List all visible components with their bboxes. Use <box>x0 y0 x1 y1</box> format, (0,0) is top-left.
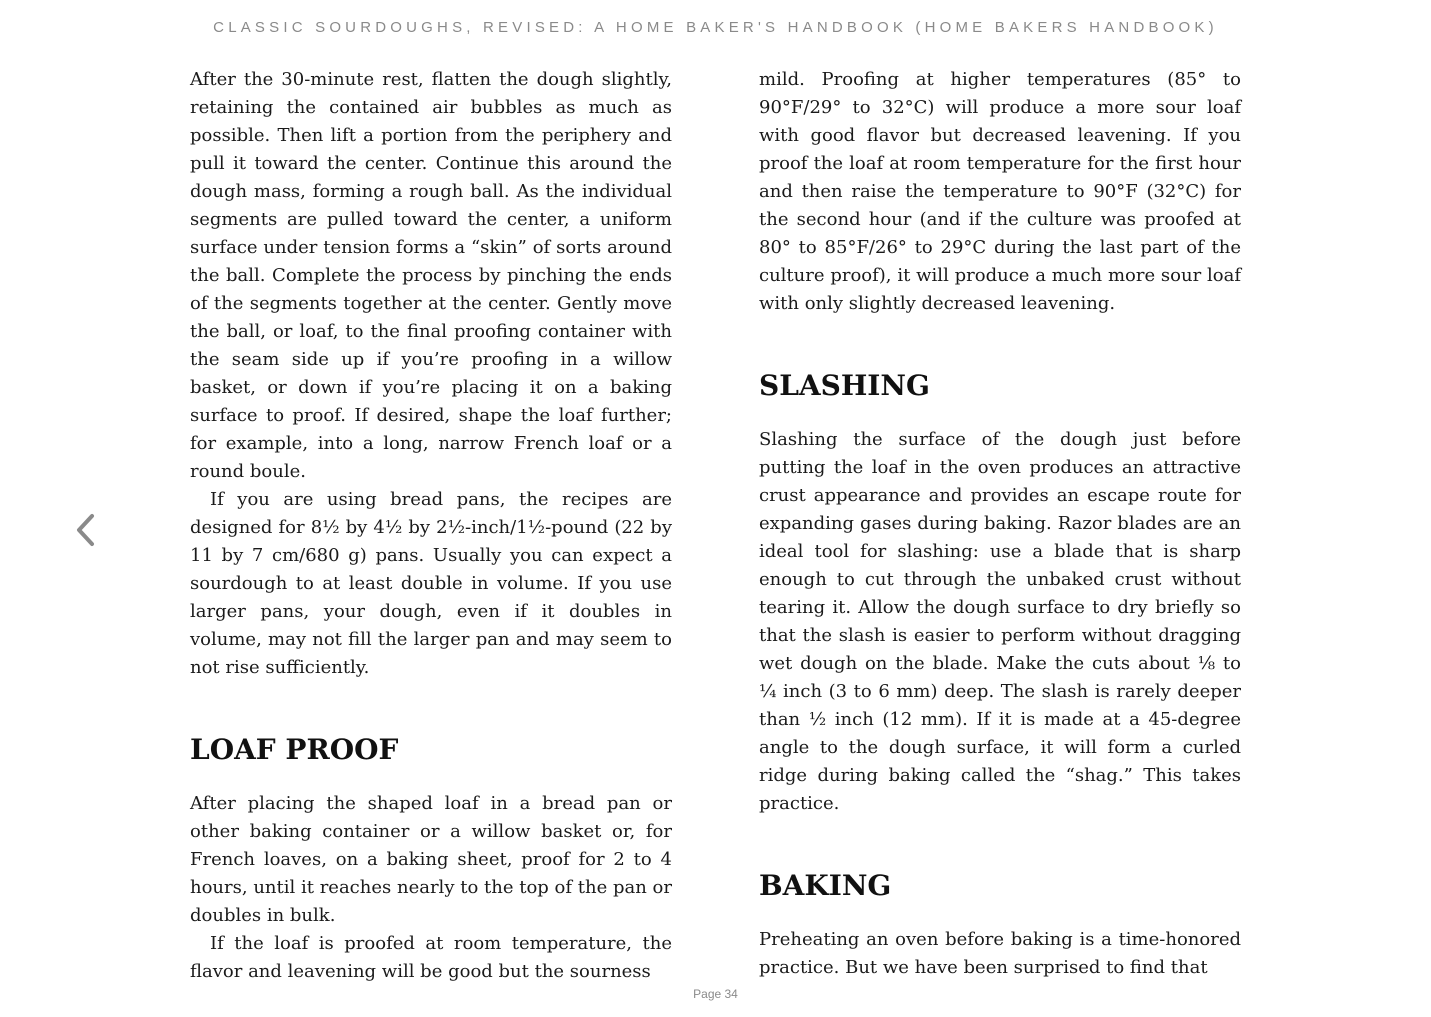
paragraph: After the 30-minute rest, flatten the dough slightly, retaining the contained air bubbles as much as possible. Then lift a portion from the periphery and pull it toward the center. Continue this around the dough mass, forming a rough ball. As the individual segments are pulled toward the center, a uniform surface under tension forms a “skin” of sorts around the ball. Complete the process by pinching the ends of the segments together at the center. Gently move the ball, or loaf, to the final proofing container with the seam side up if you’re proofing in a willow basket, or down if you’re placing it on a baking surface to proof. If desired, shape the loaf further; for example, into a long, narrow French loaf or a round boule. <box>190 69 672 482</box>
chevron-left-icon <box>70 510 100 550</box>
page-number: Page 34 <box>693 987 738 1001</box>
paragraph: After placing the shaped loaf in a bread pan or other baking container or a willow basket or, for French loaves, on a baking sheet, proof for 2 to 4 hours, until it reaches nearly to the top of the pan or doubles in bulk. <box>190 793 672 926</box>
paragraph: mild. Proofing at higher temperatures (85° to 90°F/29° to 32°C) will produce a more sour loaf with good flavor but decreased leavening. If you proof the loaf at room temperature for the first hour and then raise the temperature to 90°F (32°C) for the second hour (and if the culture was proofed at 80° to 85°F/26° to 29°C during the last part of the culture proof), it will produce a much more sour loaf with only slightly decreased leavening. <box>759 69 1241 314</box>
right-column <box>759 66 1241 978</box>
left-column <box>190 66 672 982</box>
paragraph: Preheating an oven before baking is a time-honored practice. But we have been surprised to find that <box>759 929 1241 978</box>
section-heading-baking: BAKING <box>759 869 892 902</box>
section-heading-slashing: SLASHING <box>759 369 930 402</box>
paragraph: If the loaf is proofed at room temperature, the flavor and leavening will be good but the sourness <box>190 933 672 982</box>
paragraph: Slashing the surface of the dough just before putting the loaf in the oven produces an attractive crust appearance and provides an escape route for expanding gases during baking. Razor blades are an ideal tool for slashing: use a blade that is sharp enough to cut through the unbaked crust without tearing it. Allow the dough surface to dry briefly so that the slash is easier to perform without dragging wet dough on the blade. Make the cuts about ⅛ to ¼ inch (3 to 6 mm) deep. The slash is rarely deeper than ½ inch (12 mm). If it is made at a 45-degree angle to the dough surface, it will form a curled ridge during baking called the “shag.” This takes practice. <box>759 429 1241 814</box>
book-title: CLASSIC SOURDOUGHS, REVISED: A HOME BAKER'S HANDBOOK (HOME BAKERS HANDBOOK) <box>213 19 1218 36</box>
paragraph: If you are using bread pans, the recipes are designed for 8½ by 4½ by 2½-inch/1½-pound (22 by 11 by 7 cm/680 g) pans. Usually you can expect a sourdough to at least double in volume. If you use larger pans, your dough, even if it doubles in volume, may not fill the larger pan and may seem to not rise sufficiently. <box>190 489 672 678</box>
section-heading-loaf-proof: LOAF PROOF <box>190 733 399 766</box>
previous-page-button[interactable] <box>70 510 100 550</box>
